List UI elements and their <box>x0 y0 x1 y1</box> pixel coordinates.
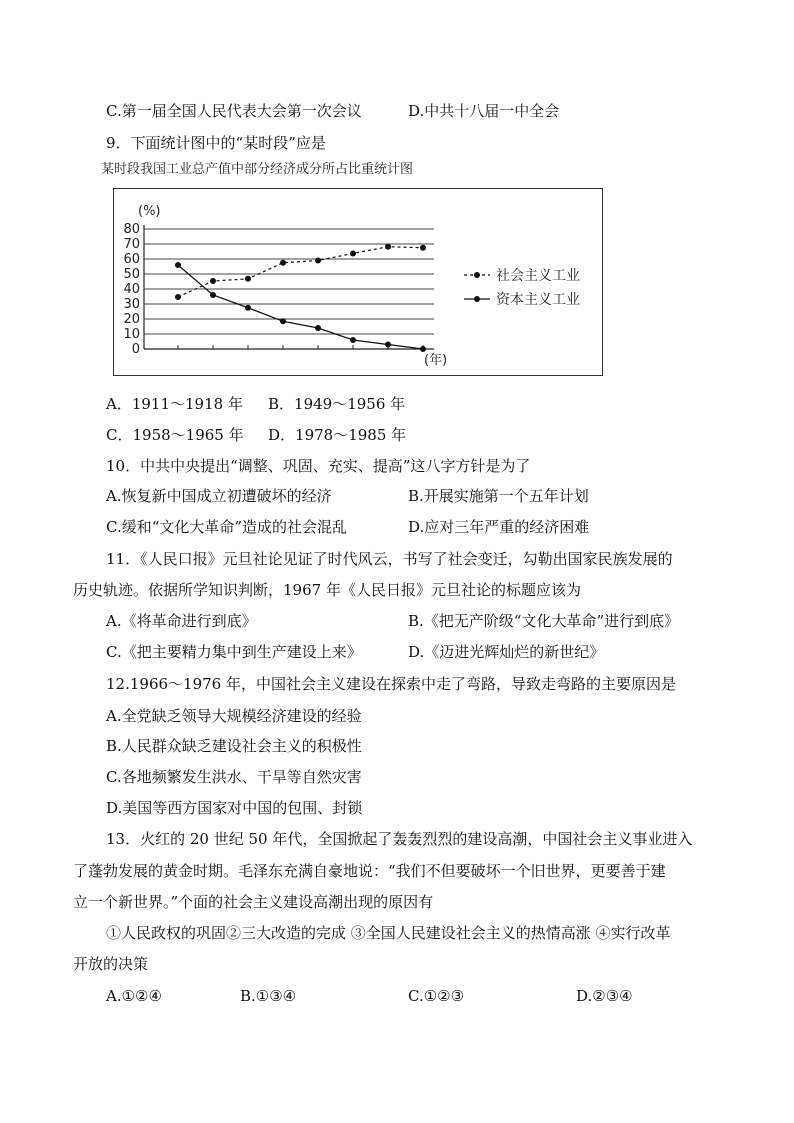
legend-label-capitalist: 资本主义工业 <box>496 292 580 308</box>
q12-option-a: A.全党缺乏领导大规模经济建设的经验 <box>106 707 362 725</box>
y-tick-label: 40 <box>123 282 140 297</box>
y-tick-label: 70 <box>123 237 140 252</box>
data-point-capitalist <box>210 292 216 298</box>
y-tick-label: 10 <box>123 327 140 342</box>
q11-stem-line2: 历史轨迹。依据所学知识判断，1967 年《人民日报》元旦社论的标题应该为 <box>73 581 581 599</box>
q9-option-d: D．1978～1985 年 <box>268 426 407 444</box>
data-point-capitalist <box>420 346 426 352</box>
data-point-socialist <box>280 260 286 266</box>
q13-stem-line1: 13．火红的 20 世纪 50 年代，全国掀起了轰轰烈烈的建设高潮，中国社会主义事业进入 <box>106 830 693 848</box>
y-tick-label: 30 <box>123 297 140 312</box>
q13-items-line2: 开放的决策 <box>73 955 149 973</box>
legend-marker-socialist <box>474 272 480 278</box>
q12-option-c: C.各地频繁发生洪水、干旱等自然灾害 <box>106 768 362 786</box>
line-chart <box>113 188 603 376</box>
q13-option-c: C.①②③ <box>408 987 465 1005</box>
q9-option-c: C．1958～1965 年 <box>106 426 244 444</box>
q11-option-a: A.《将革命进行到底》 <box>106 612 257 630</box>
y-tick-label: 80 <box>123 222 140 237</box>
q9-stem: 9．下面统计图中的“某时段”应是 <box>106 134 326 152</box>
y-tick-label: 20 <box>123 312 140 327</box>
q8-option-d: D.中共十八届一中全会 <box>408 102 560 120</box>
q10-option-b: B.开展实施第一个五年计划 <box>408 487 589 505</box>
q13-stem-line2: 了蓬勃发展的黄金时期。毛泽东充满自豪地说：“我们不但要破坏一个旧世界，更要善于建 <box>73 862 666 880</box>
data-point-capitalist <box>350 337 356 343</box>
q10-option-d: D.应对三年严重的经济困难 <box>408 518 590 536</box>
q11-option-b: B.《把无产阶级“文化大革命”进行到底》 <box>408 612 680 630</box>
q12-stem: 12.1966～1976 年，中国社会主义建设在探索中走了弯路，导致走弯路的主要原因是 <box>106 675 676 693</box>
y-tick-label: 50 <box>123 267 140 282</box>
chart-title: 某时段我国工业总产值中部分经济成分所占比重统计图 <box>101 162 414 177</box>
data-point-socialist <box>210 278 216 284</box>
q11-stem-line1: 11．《人民口报》元旦社论见证了时代风云，书写了社会变迁，勾勒出国家民族发展的 <box>106 550 673 568</box>
data-point-capitalist <box>175 262 181 268</box>
data-point-capitalist <box>315 325 321 331</box>
q11-option-c: C.《把主要精力集中到生产建设上来》 <box>106 643 362 661</box>
q12-option-d: D.美国等西方国家对中国的包围、封锁 <box>106 799 363 817</box>
q9-option-b: B．1949～1956 年 <box>268 395 406 413</box>
y-tick-label: 0 <box>131 342 140 357</box>
q10-option-c: C.缓和“文化大革命”造成的社会混乱 <box>106 518 348 536</box>
q10-option-a: A.恢复新中国成立初遭破坏的经济 <box>106 487 332 505</box>
chart-canvas <box>114 189 604 377</box>
data-point-socialist <box>350 250 356 256</box>
q13-items-line1: ①人民政权的巩固②三大改造的完成 ③全国人民建设社会主义的热情高涨 ④实行改革 <box>106 924 671 942</box>
q13-option-d: D.②③④ <box>576 987 633 1005</box>
legend-label-socialist: 社会主义工业 <box>496 268 580 284</box>
data-point-socialist <box>175 294 181 300</box>
q13-option-b: B.①③④ <box>240 987 297 1005</box>
data-point-socialist <box>385 244 391 250</box>
q12-option-b: B.人民群众缺乏建设社会主义的积极性 <box>106 737 362 755</box>
data-point-socialist <box>315 258 321 264</box>
series-line-capitalist <box>178 265 423 349</box>
chart-legend <box>464 268 580 308</box>
data-point-capitalist <box>280 318 286 324</box>
data-point-capitalist <box>245 305 251 311</box>
q8-option-c: C.第一届全国人民代表大会第一次会议 <box>106 102 362 120</box>
q10-stem: 10．中共中央提出“调整、巩固、充实、提高”这八字方针是为了 <box>106 457 531 475</box>
chart-series <box>175 244 426 352</box>
legend-marker-capitalist <box>474 296 480 302</box>
q9-option-a: A．1911～1918 年 <box>106 395 243 413</box>
data-point-socialist <box>245 276 251 282</box>
q13-stem-line3: 立一个新世界。”个面的社会主义建设高潮出现的原因有 <box>73 893 434 911</box>
data-point-socialist <box>420 245 426 251</box>
q13-option-a: A.①②④ <box>106 987 162 1005</box>
chart-gridlines <box>144 229 434 334</box>
y-tick-label: 60 <box>123 252 140 267</box>
q11-option-d: D.《迈进光辉灿烂的新世纪》 <box>408 643 605 661</box>
x-axis-label: (年) <box>424 353 448 368</box>
data-point-capitalist <box>385 342 391 348</box>
y-axis-label: (%) <box>138 204 161 219</box>
